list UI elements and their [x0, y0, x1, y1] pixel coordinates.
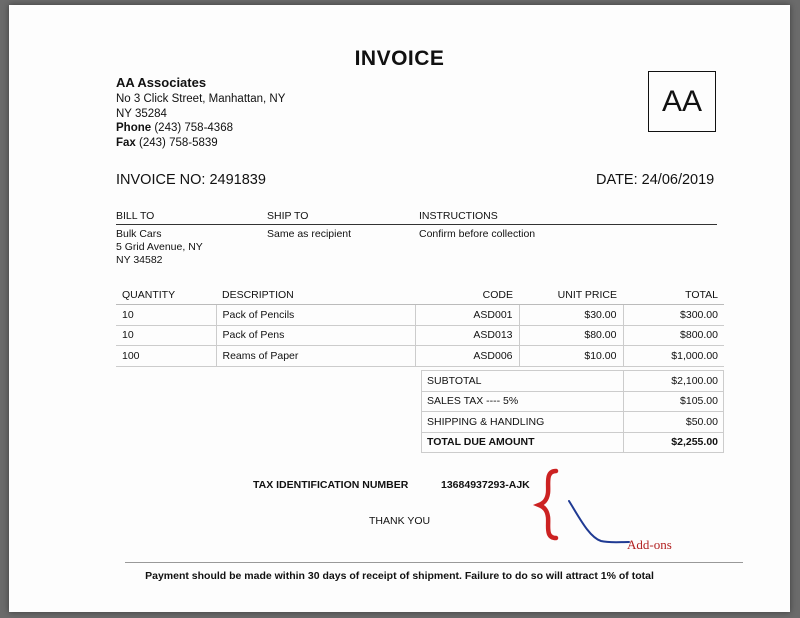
parties-section [116, 210, 717, 269]
cell-code: ASD006 [415, 346, 519, 367]
cell-description: Pack of Pencils [216, 305, 415, 326]
cell-description: Reams of Paper [216, 346, 415, 367]
phone-value: (243) 758-4368 [154, 122, 233, 134]
table-row [116, 305, 724, 326]
add-ons-label: Add-ons [627, 537, 672, 552]
bill-to-line2: 5 Grid Avenue, NY [116, 241, 203, 253]
company-address-line1: No 3 Click Street, Manhattan, NY [116, 93, 286, 105]
totals-table [421, 370, 724, 453]
shipping-label: SHIPPING & HANDLING [422, 412, 624, 433]
total-due-row [422, 432, 724, 453]
sales-tax-label: SALES TAX ---- 5% [422, 391, 624, 412]
cell-quantity: 10 [116, 325, 216, 346]
cell-unit-price: $80.00 [519, 325, 623, 346]
cell-total: $1,000.00 [623, 346, 724, 367]
thank-you-text: THANK YOU [369, 515, 431, 527]
cell-unit-price: $10.00 [519, 346, 623, 367]
total-due-label: TOTAL DUE AMOUNT [422, 432, 624, 453]
footer-divider [125, 562, 743, 563]
ship-to-value: Same as recipient [267, 228, 352, 240]
company-name: AA Associates [116, 75, 207, 90]
total-due-value: $2,255.00 [624, 432, 724, 453]
instructions-label: INSTRUCTIONS [419, 210, 498, 222]
invoice-page [9, 5, 790, 612]
cell-total: $800.00 [623, 325, 724, 346]
instructions-value: Confirm before collection [419, 228, 536, 240]
col-header-description: DESCRIPTION [216, 286, 415, 305]
col-header-code: CODE [415, 286, 519, 305]
company-phone [116, 121, 285, 136]
invoice-date [596, 172, 714, 188]
table-row [116, 325, 724, 346]
bill-to-line1: Bulk Cars [116, 228, 162, 240]
cell-description: Pack of Pens [216, 325, 415, 346]
connector-curve [569, 501, 629, 542]
parties-body [116, 225, 717, 269]
cell-quantity: 100 [116, 346, 216, 367]
bill-to-line3: NY 34582 [116, 254, 163, 266]
curly-brace-mark [539, 471, 556, 538]
ship-to-label: SHIP TO [267, 210, 309, 222]
invoice-date-value: 24/06/2019 [641, 172, 715, 188]
tax-id-label: TAX IDENTIFICATION NUMBER [253, 479, 409, 491]
cell-code: ASD001 [415, 305, 519, 326]
cell-quantity: 10 [116, 305, 216, 326]
invoice-date-label: DATE: [596, 172, 638, 188]
fax-value: (243) 758-5839 [139, 136, 218, 149]
parties-header [116, 210, 717, 225]
invoice-number [116, 172, 266, 188]
company-block [116, 74, 285, 150]
subtotal-label: SUBTOTAL [422, 371, 624, 392]
items-table-header [116, 286, 724, 305]
invoice-title: INVOICE [354, 47, 445, 70]
shipping-row [422, 412, 724, 433]
company-logo: AA [648, 71, 716, 132]
col-header-unit-price: UNIT PRICE [519, 286, 623, 305]
company-fax [116, 136, 285, 151]
sales-tax-row [422, 391, 724, 412]
subtotal-row [422, 371, 724, 392]
invoice-number-value: 2491839 [209, 172, 266, 188]
company-address-line2: NY 35284 [116, 107, 167, 120]
col-header-quantity: QUANTITY [116, 286, 216, 305]
phone-label: Phone [116, 122, 152, 134]
cell-code: ASD013 [415, 325, 519, 346]
bill-to-label: BILL TO [116, 210, 155, 222]
col-header-total: TOTAL [623, 286, 724, 305]
sales-tax-value: $105.00 [624, 391, 724, 412]
shipping-value: $50.00 [624, 412, 724, 433]
fax-label: Fax [116, 136, 136, 149]
payment-terms-footer: Payment should be made within 30 days of receipt of shipment. Failure to do so will attract 1% of total [145, 570, 654, 582]
cell-total: $300.00 [623, 305, 724, 326]
tax-id-value: 13684937293-AJK [441, 479, 530, 491]
invoice-number-label: INVOICE NO: [116, 172, 206, 188]
subtotal-value: $2,100.00 [624, 371, 724, 392]
cell-unit-price: $30.00 [519, 305, 623, 326]
items-table [116, 286, 724, 367]
bill-to-value [116, 228, 203, 267]
table-row [116, 346, 724, 367]
